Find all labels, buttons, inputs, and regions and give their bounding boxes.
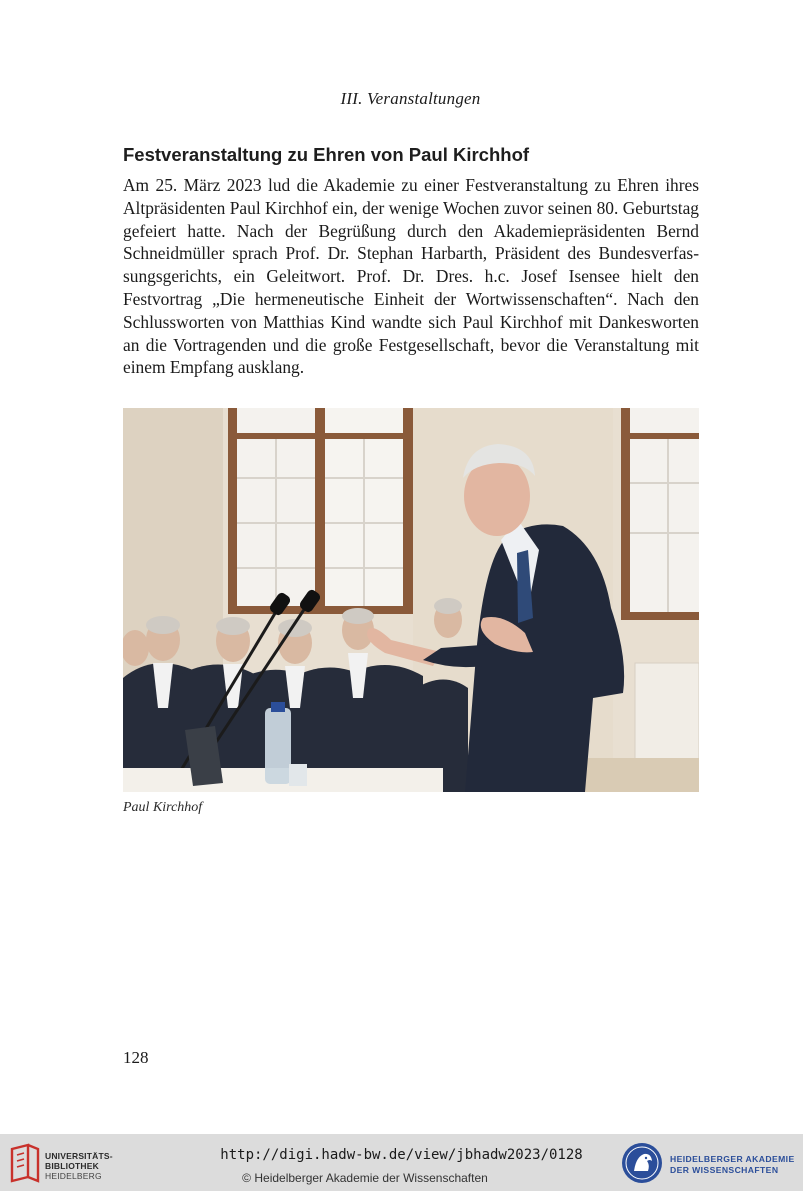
- library-logo-line-3: HEIDELBERG: [45, 1171, 102, 1181]
- photo-caption: Paul Kirchhof: [123, 800, 203, 815]
- running-head: III. Veranstaltungen: [340, 89, 481, 108]
- academy-logo-line-2: DER WISSENSCHAFTEN: [670, 1165, 779, 1175]
- section-title: Festveranstaltung zu Ehren von Paul Kirchhof: [123, 144, 530, 165]
- footer-bar: [0, 1134, 803, 1191]
- speaker-photo: [123, 408, 699, 792]
- academy-seal-icon: [620, 1141, 664, 1185]
- page-number: 128: [123, 1048, 149, 1067]
- permalink-url[interactable]: http://digi.hadw-bw.de/view/jbhadw2023/0128: [220, 1147, 583, 1163]
- library-logo-line-2: BIBLIOTHEK: [45, 1161, 99, 1171]
- body-paragraph: Am 25. März 2023 lud die Akademie zu einer Festveranstaltung zu Ehren ihres Altpräsidenten Paul Kirchhof ein, der wenige Wochen zuvor seinen 80. Geburtstag gefeiert hatte. Nach der Begrüßung durch den Akademiepräsidenten Bernd Schneidmüller sprach Prof. Dr. Stephan Harbarth, Präsident des Bundesverfassungsgerichts, ein Geleitwort. Prof. Dr. Dres. h.c. Josef Isensee hielt den Festvortrag „Die hermeneutische Einheit der Wortwissenschaften“. Nach den Schlussworten von Matthias Kind wandte sich Paul Kirchhof mit Dankesworten an die Vortragenden und die große Festgesellschaft, bevor die Veranstaltung mit einem Empfang ausklang.: [123, 175, 699, 378]
- copyright-notice: © Heidelberger Akademie der Wissenschaften: [242, 1171, 488, 1185]
- library-logo-line-1: UNIVERSITÄTS-: [45, 1151, 113, 1161]
- academy-logo-line-1: HEIDELBERGER AKADEMIE: [670, 1154, 795, 1164]
- academy-logo[interactable]: [620, 1141, 800, 1185]
